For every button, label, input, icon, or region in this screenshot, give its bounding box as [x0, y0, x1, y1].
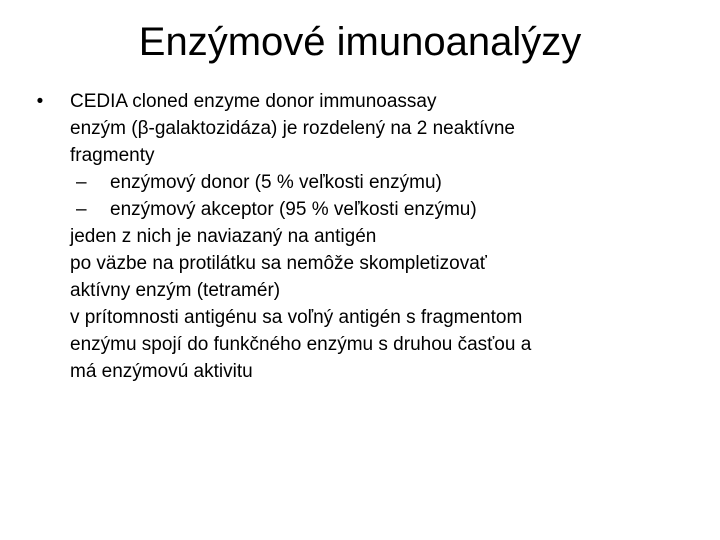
sub-item-label: enzýmový akceptor (95 % veľkosti enzýmu) [110, 199, 477, 220]
bullet-icon: • [36, 91, 44, 112]
slide-body [30, 88, 690, 385]
text-line: enzým (β-galaktozidáza) je rozdelený na 2 neaktívne [70, 118, 515, 139]
text-line: enzýmu spojí do funkčného enzýmu s druhou časťou a [70, 334, 532, 355]
text-line: jeden z nich je naviazaný na antigén [70, 226, 377, 247]
dash-icon: – [76, 172, 87, 193]
cedia-term: CEDIA [70, 91, 128, 112]
text-line: fragmenty [70, 145, 155, 166]
bullet-item-cedia [30, 88, 690, 115]
text-line: v prítomnosti antigénu sa voľný antigén s fragmentom [70, 307, 523, 328]
text-line: aktívny enzým (tetramér) [70, 280, 281, 301]
sub-item-donor [30, 169, 690, 196]
cedia-description: cloned enzyme donor immunoassay [127, 91, 437, 112]
slide-title: Enzýmové imunoanalýzy [138, 20, 582, 64]
sub-item-acceptor [30, 196, 690, 223]
dash-icon: – [76, 199, 87, 220]
text-line: má enzýmovú aktivitu [70, 361, 253, 382]
sub-item-label: enzýmový donor (5 % veľkosti enzýmu) [110, 172, 442, 193]
text-line: po väzbe na protilátku sa nemôže skompletizovať [70, 253, 487, 274]
